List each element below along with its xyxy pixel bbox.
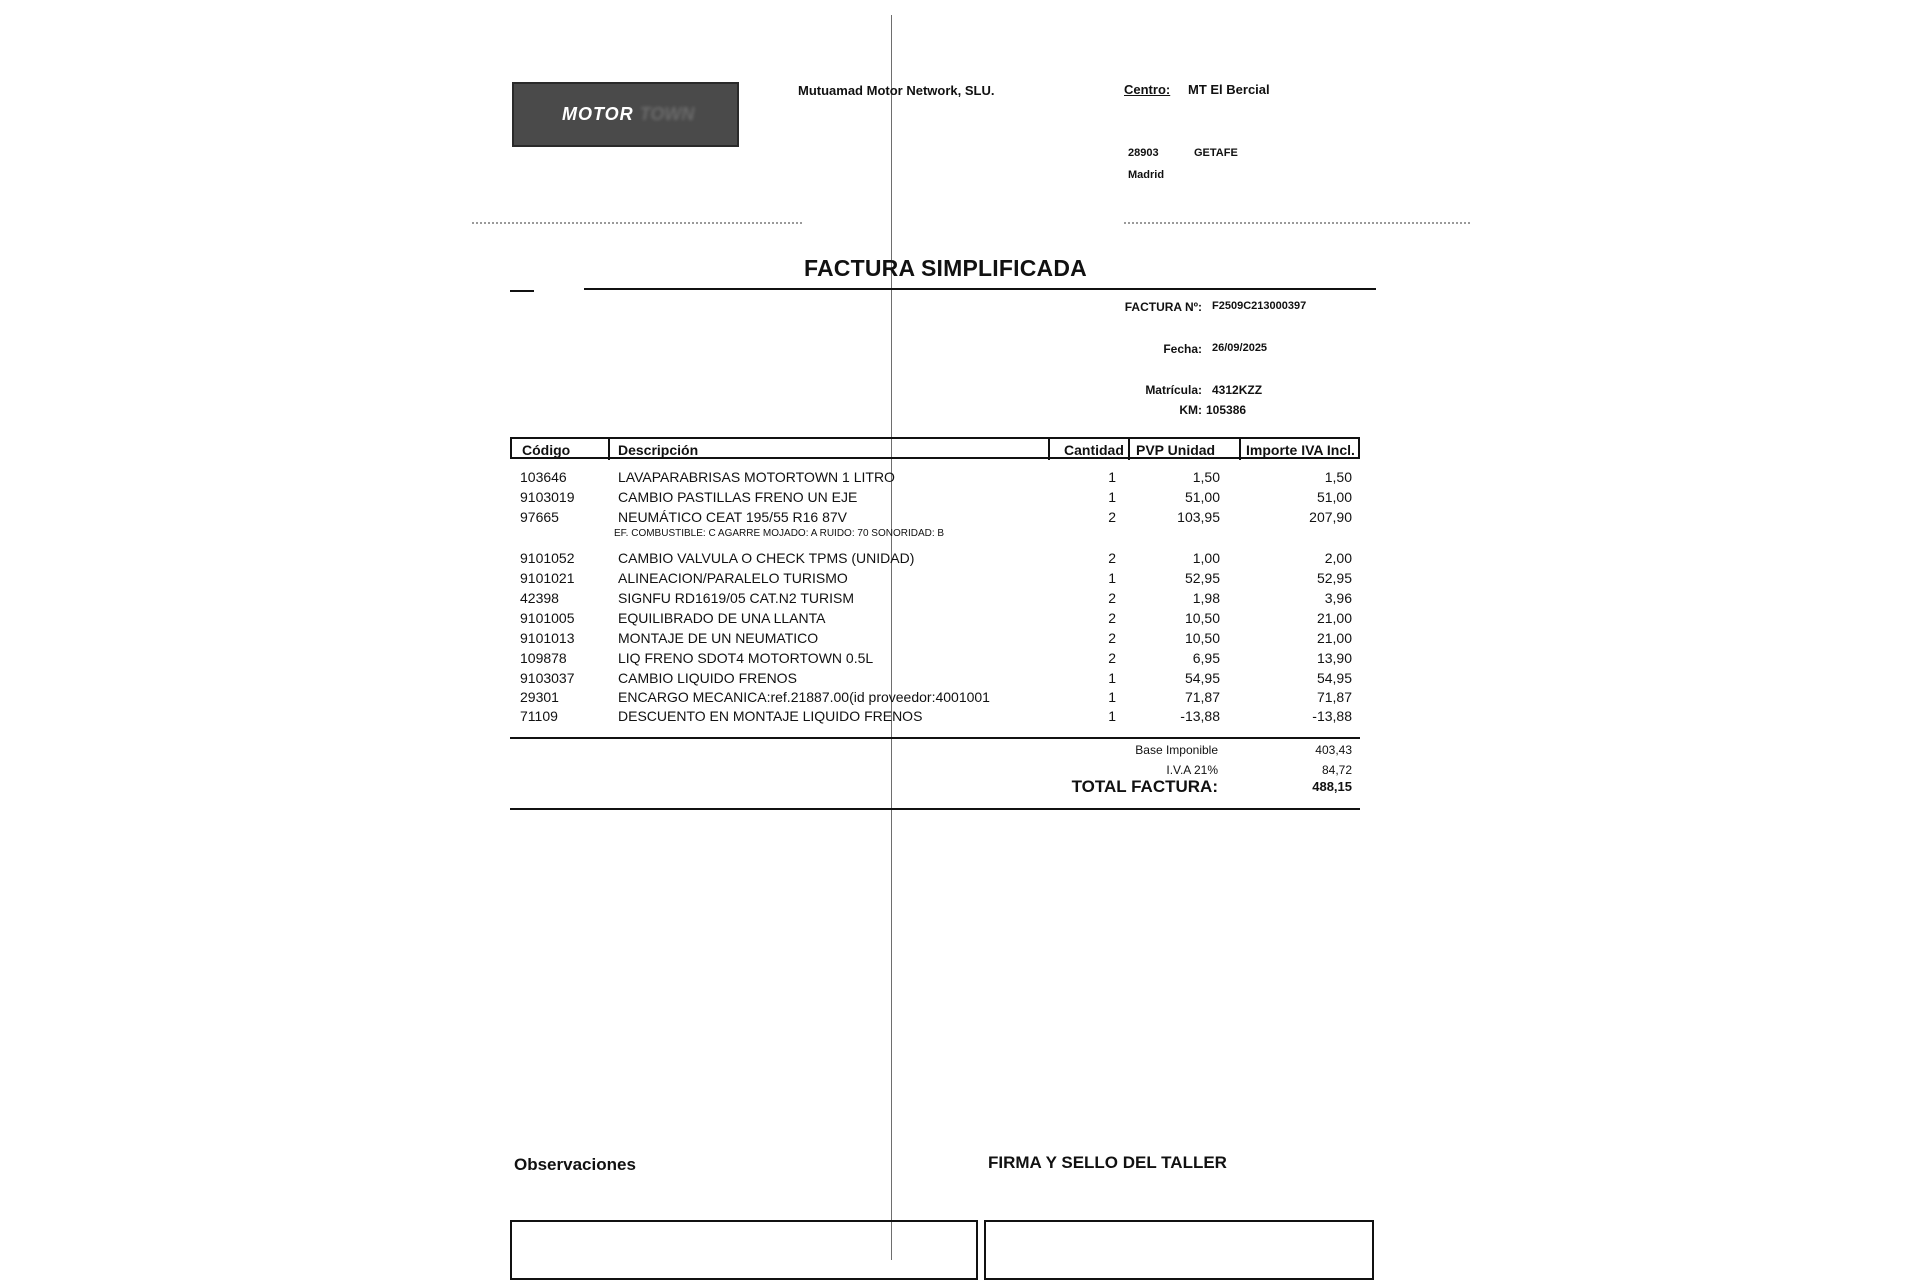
row-amount: 2,00 (1324, 550, 1352, 566)
date-label: Fecha: (1163, 342, 1202, 356)
end-rule (510, 808, 1360, 810)
row-quantity: 2 (1108, 590, 1116, 606)
row-unit-price: 51,00 (1184, 489, 1220, 505)
vat-label: I.V.A 21% (1166, 763, 1218, 777)
table-row (0, 467, 1920, 487)
observations-title: Observaciones (514, 1155, 636, 1174)
invoice-number-label: FACTURA Nº: (1124, 300, 1202, 314)
km-value: 105386 (1206, 403, 1247, 417)
row-code: 9103019 (520, 489, 575, 505)
logo-text: MOTOR (562, 104, 634, 124)
row-code: 29301 (520, 689, 559, 705)
logo-text-obscured: TOWN (639, 104, 695, 124)
row-code: 97665 (520, 509, 559, 525)
row-quantity: 1 (1108, 469, 1116, 485)
row-description: CAMBIO LIQUIDO FRENOS (618, 670, 797, 686)
row-unit-price: 52,95 (1184, 570, 1220, 586)
table-row (0, 608, 1920, 628)
row-code: 9101013 (520, 630, 575, 646)
total-value: 488,15 (1312, 779, 1352, 794)
row-quantity: 2 (1108, 509, 1116, 525)
row-amount: 1,50 (1324, 469, 1352, 485)
vat-value: 84,72 (1321, 763, 1352, 777)
col-separator (1048, 438, 1050, 460)
invoice-date: 26/09/2025 (1212, 342, 1268, 354)
col-header-code: Código (522, 442, 571, 458)
col-separator (608, 438, 610, 460)
table-row (0, 588, 1920, 608)
row-amount: 51,00 (1316, 489, 1352, 505)
company-name: Mutuamad Motor Network, SLU. (798, 83, 995, 98)
row-amount: 207,90 (1309, 509, 1352, 525)
company-logo (512, 82, 739, 147)
items-table-header (510, 437, 1360, 459)
plate-label: Matrícula: (1145, 383, 1202, 397)
row-quantity: 1 (1108, 689, 1116, 705)
table-row (0, 648, 1920, 668)
title-rule (584, 288, 1376, 290)
row-description: LAVAPARABRISAS MOTORTOWN 1 LITRO (618, 469, 895, 485)
row-amount: 54,95 (1316, 670, 1352, 686)
total-label: TOTAL FACTURA: (1071, 777, 1218, 796)
scan-dotted-line-right (1124, 222, 1470, 224)
table-row (0, 628, 1920, 648)
col-header-quantity: Cantidad (1064, 442, 1124, 458)
row-description: MONTAJE DE UN NEUMATICO (618, 630, 819, 646)
row-unit-price: 6,95 (1192, 650, 1220, 666)
row-code: 9103037 (520, 670, 575, 686)
row-quantity: 2 (1108, 650, 1116, 666)
base-label: Base Imponible (1135, 743, 1218, 757)
row-code: 103646 (520, 469, 567, 485)
row-unit-price: 71,87 (1184, 689, 1220, 705)
col-header-description: Descripción (618, 442, 699, 458)
row-quantity: 1 (1108, 489, 1116, 505)
table-row (0, 687, 1920, 707)
col-separator (1239, 438, 1241, 460)
center-label: Centro: (1124, 82, 1171, 97)
row-quantity: 1 (1108, 708, 1116, 724)
title-rule-short (510, 290, 534, 292)
row-description: LIQ FRENO SDOT4 MOTORTOWN 0.5L (618, 650, 874, 666)
row-description: CAMBIO PASTILLAS FRENO UN EJE (618, 489, 858, 505)
row-quantity: 1 (1108, 670, 1116, 686)
row-code: 109878 (520, 650, 567, 666)
scan-dotted-line-left (472, 222, 802, 224)
col-header-unit-price: PVP Unidad (1136, 442, 1216, 458)
signature-box (984, 1220, 1374, 1280)
row-code: 71109 (520, 708, 558, 724)
row-unit-price: 10,50 (1184, 610, 1220, 626)
table-row (0, 507, 1920, 527)
row-unit-price: -13,88 (1180, 708, 1220, 724)
postal-code: 28903 (1128, 147, 1159, 159)
row-code: 42398 (520, 590, 559, 606)
row-amount: 21,00 (1316, 630, 1352, 646)
invoice-number: F2509C213000397 (1212, 300, 1307, 312)
row-unit-price: 54,95 (1184, 670, 1220, 686)
city: GETAFE (1194, 147, 1238, 159)
row-description: EQUILIBRADO DE UNA LLANTA (618, 610, 826, 626)
row-quantity: 1 (1108, 570, 1116, 586)
row-unit-price: 1,50 (1192, 469, 1220, 485)
table-row (0, 568, 1920, 588)
signature-title: FIRMA Y SELLO DEL TALLER (988, 1153, 1227, 1172)
observations-box (510, 1220, 978, 1280)
row-unit-price: 10,50 (1184, 630, 1220, 646)
row-code: 9101005 (520, 610, 575, 626)
center-value: MT El Bercial (1188, 82, 1270, 97)
col-separator (1128, 438, 1130, 460)
col-header-amount: Importe IVA Incl. (1246, 442, 1355, 458)
row-unit-price: 103,95 (1177, 509, 1220, 525)
row-quantity: 2 (1108, 610, 1116, 626)
table-row (0, 548, 1920, 568)
table-row (0, 487, 1920, 507)
table-row (0, 668, 1920, 688)
row-quantity: 2 (1108, 550, 1116, 566)
table-row (0, 706, 1920, 726)
province: Madrid (1128, 169, 1165, 181)
km-label: KM: (1179, 403, 1202, 417)
row-unit-price: 1,00 (1192, 550, 1220, 566)
row-description: NEUMÁTICO CEAT 195/55 R16 87V (618, 509, 848, 525)
row-code: 9101052 (520, 550, 575, 566)
row-amount: 71,87 (1316, 689, 1352, 705)
base-value: 403,43 (1315, 743, 1352, 757)
row-description: ALINEACION/PARALELO TURISMO (618, 570, 848, 586)
row-amount: 3,96 (1324, 590, 1352, 606)
row-quantity: 2 (1108, 630, 1116, 646)
row-amount: -13,88 (1312, 708, 1352, 724)
plate-number: 4312KZZ (1212, 383, 1263, 397)
totals-rule (510, 737, 1360, 739)
row-amount: 21,00 (1316, 610, 1352, 626)
row-amount: 13,90 (1316, 650, 1352, 666)
document-title: FACTURA SIMPLIFICADA (804, 255, 1087, 281)
row-description: DESCUENTO EN MONTAJE LIQUIDO FRENOS (618, 708, 923, 724)
row-amount: 52,95 (1316, 570, 1352, 586)
row-description: ENCARGO MECANICA:ref.21887.00(id proveedor:4001001 (618, 689, 990, 705)
row-unit-price: 1,98 (1192, 590, 1220, 606)
row-description: CAMBIO VALVULA O CHECK TPMS (UNIDAD) (618, 550, 915, 566)
row-description: SIGNFU RD1619/05 CAT.N2 TURISM (618, 590, 854, 606)
tyre-label-note: EF. COMBUSTIBLE: C AGARRE MOJADO: A RUIDO: 70 SONORIDAD: B (614, 528, 945, 539)
row-code: 9101021 (520, 570, 575, 586)
